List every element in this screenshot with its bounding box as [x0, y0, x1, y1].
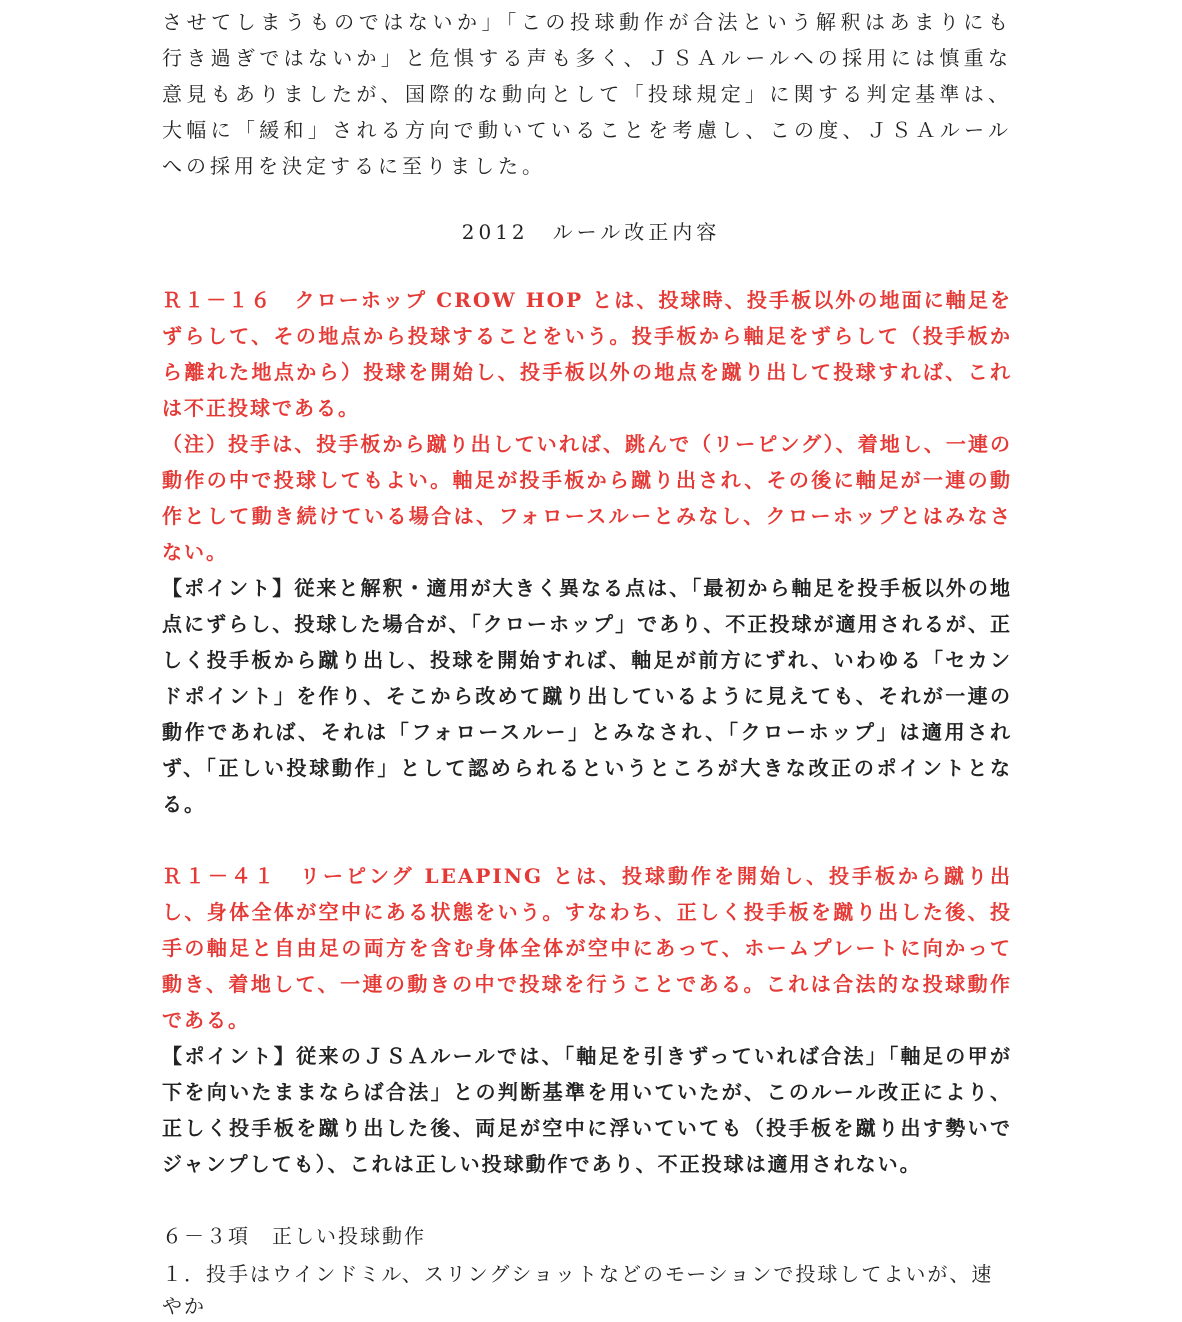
- r1-16-point: 【ポイント】従来と解釈・適用が大きく異なる点は、「最初から軸足を投手板以外の地点にずらし、投球した場合が、「クローホップ」であり、不正投球が適用されるが、正しく投手板から蹴り出し、投球を開始すれば、軸足が前方にずれ、いわゆる「セカンドポイント」を作り、そこから改めて蹴り出しているように見えても、それが一連の動作であれば、それは「フォロースルー」とみなされ、「クローホップ」は適用されず、「正しい投球動作」として認められるというところが大きな改正のポイントとなる。: [162, 576, 1012, 816]
- intro-paragraph: させてしまうものではないか」「この投球動作が合法という解釈はあまりにも行き過ぎではないか」と危惧する声も多く、ＪＳＡルールへの採用には慎重な意見もありましたが、国際的な動向として「投球規定」に関する判定基準は、大幅に「緩和」される方向で動いていることを考慮し、この度、ＪＳＡルールへの採用を決定するに至りました。: [162, 10, 1012, 178]
- r1-16-note: （注）投手は、投手板から蹴り出していれば、跳んで（リーピング）、着地し、一連の動作の中で投球してもよい。軸足が投手板から蹴り出され、その後に軸足が一連の動作として動き続けている場合は、フォロースルーとみなし、クローホップとはみなさない。: [162, 432, 1012, 564]
- r1-41-point: 【ポイント】従来のＪＳＡルールでは、「軸足を引きずっていれば合法」「軸足の甲が下を向いたままならば合法」との判断基準を用いていたが、このルール改正により、正しく投手板を蹴り出した後、両足が空中に浮いていても（投手板を蹴り出す勢いでジャンプしても）、これは正しい投球動作であり、不正投球は適用されない。: [162, 1044, 1012, 1176]
- r1-41-definition: Ｒ１－４１ リーピング LEAPING とは、投球動作を開始し、投手板から蹴り出し、身体全体が空中にある状態をいう。すなわち、正しく投手板を蹴り出した後、投手の軸足と自由足の両方を含む身体全体が空中にあって、ホームプレートに向かって動き、着地して、一連の動きの中で投球を行うことである。これは合法的な投球動作である。: [162, 864, 1012, 1032]
- section-6-3-item-1: １．投手はウインドミル、スリングショットなどのモーションで投球してよいが、速やか: [162, 1262, 994, 1318]
- r1-16-definition: Ｒ１－１６ クローホップ CROW HOP とは、投球時、投手板以外の地面に軸足をずらして、その地点から投球することをいう。投手板から軸足をずらして（投手板から離れた地点から）投球を開始し、投手板以外の地点を蹴り出して投球すれば、これは不正投球である。: [162, 288, 1012, 420]
- document-title: 2012 ルール改正内容: [461, 220, 721, 244]
- section-6-3-heading: ６－３項 正しい投球動作: [162, 1224, 426, 1248]
